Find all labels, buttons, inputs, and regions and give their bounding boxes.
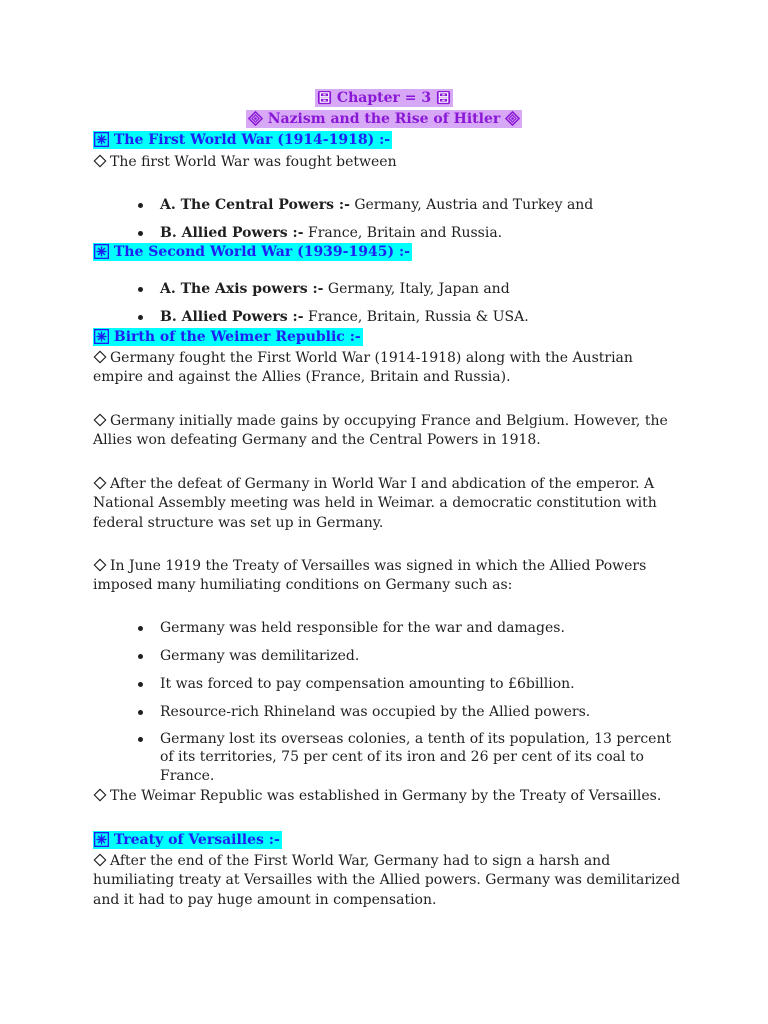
list-item-label: A. The Central Powers :- [160,197,350,213]
list-item [160,619,680,637]
paragraph [93,852,683,910]
list-item [160,703,680,721]
section-heading-second-world-war [93,243,412,262]
bullet-dot [138,654,143,659]
chapter-title [0,89,768,108]
bullet-dot [138,626,143,631]
chapter-title-text: Chapter = 3 [336,90,432,106]
paragraph [93,349,683,388]
list-item-text: France, Britain and Russia. [303,225,503,241]
section-heading-treaty-of-versailles [93,831,282,850]
paragraph-text: The Weimar Republic was established in Germany by the Treaty of Versailles. [110,788,662,804]
bullet-dot [138,682,143,687]
bullet-dot [138,315,143,320]
list-item-label: B. Allied Powers :- [160,225,304,241]
paragraph-text: In June 1919 the Treaty of Versailles was signed in which the Allied Powers imposed many humiliating conditions on Germany such as: [93,558,647,594]
list-item [160,675,680,693]
diamond-icon [93,154,107,168]
diamond-with-dot-icon [248,111,263,126]
paragraph-text: The first World War was fought between [110,154,397,170]
paragraph [93,475,683,533]
list-item-label: A. The Axis powers :- [160,281,324,297]
diamond-icon [93,413,107,427]
bullet-dot [138,710,143,715]
list-item-text: Germany was demilitarized. [160,648,360,664]
paragraph-text: After the end of the First World War, Germany had to sign a harsh and humiliating treaty at Versailles with the Allied powers. Germany was demilitarized and it had to pay huge amount in compensation. [93,853,681,908]
asterisk-icon [94,244,109,259]
section-heading-text: Treaty of Versailles :- [113,832,280,848]
list-item [160,280,680,298]
paragraph-text: Germany fought the First World War (1914-1918) along with the Austrian empire and against the Allies (France, Britain and Russia). [93,350,633,386]
asterisk-icon [94,329,109,344]
asterisk-icon [94,832,109,847]
section-heading-weimer-republic [93,328,363,347]
bullet-dot [138,287,143,292]
bullet-dot [138,231,143,236]
diamond-icon [93,476,107,490]
list-item-text: It was forced to pay compensation amounting to £6billion. [160,676,575,692]
list-item-text: Germany, Italy, Japan and [323,281,510,297]
diamond-icon [93,788,107,802]
filing-cabinet-icon [317,90,332,105]
list-item-text: Germany lost its overseas colonies, a tenth of its population, 13 percent of its territories, 75 per cent of its iron and 26 per cent of its coal to France. [160,731,672,784]
paragraph-text: Germany initially made gains by occupying France and Belgium. However, the Allies won defeating Germany and the Central Powers in 1918. [93,413,668,449]
list-item-text: France, Britain, Russia & USA. [303,309,529,325]
paragraph [93,153,683,172]
paragraph-text: After the defeat of Germany in World War I and abdication of the emperor. A National Assembly meeting was held in Weimar. a democratic constitution with federal structure was set up in Germany. [93,476,657,531]
asterisk-icon [94,132,109,147]
section-heading-text: Birth of the Weimer Republic :- [113,329,361,345]
filing-cabinet-icon [436,90,451,105]
paragraph [93,412,683,451]
diamond-icon [93,558,107,572]
list-item [160,730,680,785]
chapter-subtitle-highlight [246,110,522,128]
chapter-title-highlight [315,89,453,107]
bullet-dot [138,737,143,742]
diamond-icon [93,350,107,364]
list-item-label: B. Allied Powers :- [160,309,304,325]
list-item [160,224,680,242]
section-heading-first-world-war [93,131,392,150]
list-item [160,647,680,665]
chapter-subtitle-text: Nazism and the Rise of Hitler [267,111,501,127]
section-heading-text: The Second World War (1939-1945) :- [113,244,410,260]
list-item-text: Germany, Austria and Turkey and [349,197,594,213]
diamond-with-dot-icon [505,111,520,126]
list-item [160,196,680,214]
chapter-subtitle [0,110,768,129]
section-heading-text: The First World War (1914-1918) :- [113,132,391,148]
list-item [160,308,680,326]
list-item-text: Resource-rich Rhineland was occupied by the Allied powers. [160,704,591,720]
diamond-icon [93,853,107,867]
list-item-text: Germany was held responsible for the war and damages. [160,620,565,636]
bullet-dot [138,203,143,208]
paragraph [93,787,683,806]
paragraph [93,557,683,596]
